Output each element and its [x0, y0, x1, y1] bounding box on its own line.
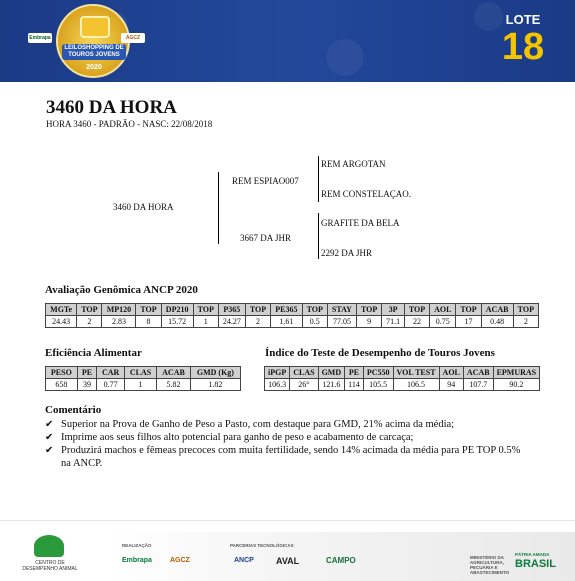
table-header-cell: TOP: [245, 304, 270, 316]
table-header-cell: TOP: [404, 304, 429, 316]
pedigree-dam-dam: 2292 DA JHR: [321, 248, 373, 258]
table-header-cell: TOP: [77, 304, 102, 316]
table-header-cell: 3P: [382, 304, 405, 316]
table-header-row: [265, 367, 540, 379]
table-header-cell: VOL TEST: [393, 367, 439, 379]
parcerias-label: PARCERIAS TECNOLÓGICAS: [230, 543, 294, 548]
ministry-text: MINISTÉRIO DA AGRICULTURA, PECUÁRIA E ABASTECIMENTO: [470, 555, 510, 575]
table-header-cell: PESO: [46, 367, 78, 379]
pedigree-sire: REM ESPIAO007: [232, 176, 299, 186]
pedigree-line: [318, 213, 319, 259]
pedigree-sire-dam: REM CONSTELAÇAO.: [321, 189, 412, 199]
table-cell: 90.2: [493, 379, 540, 391]
table-row: [46, 379, 241, 391]
table-cell: 0.48: [481, 316, 513, 328]
table-cell: 106.3: [265, 379, 290, 391]
performance-title: Índice do Teste de Desempenho de Touros Jovens: [265, 347, 495, 359]
checkmark-icon: ✔: [45, 419, 54, 430]
comment-text: Produzirá machos e fêmeas precoces com muita fertilidade, sendo 14% acimada da média para PE TOP 0.5% na ANCP.: [61, 445, 521, 469]
table-cell: 24.43: [46, 316, 77, 328]
table-cell: 15.72: [161, 316, 193, 328]
table-header-cell: MP120: [102, 304, 136, 316]
table-header-cell: TOP: [302, 304, 327, 316]
table-header-cell: EPMURAS: [493, 367, 540, 379]
table-cell: 114: [345, 379, 364, 391]
efficiency-title: Eficiência Alimentar: [45, 347, 142, 359]
table-header-cell: STAY: [327, 304, 356, 316]
table-cell: 71.1: [382, 316, 405, 328]
crown-icon: [80, 16, 110, 38]
ancp-logo: ANCP: [234, 557, 254, 564]
campo-logo: CAMPO: [326, 556, 356, 565]
table-row: [46, 316, 539, 328]
table-header-cell: AOL: [430, 304, 456, 316]
table-cell: 94: [439, 379, 463, 391]
table-cell: 39: [77, 379, 97, 391]
comment-text: Superior na Prova de Ganho de Peso a Pasto, com destaque para GMD, 21% acima da média;: [61, 419, 455, 430]
table-cell: 121.6: [318, 379, 345, 391]
embrapa-footer-logo: Embrapa: [122, 557, 152, 564]
pedigree-dam-sire: GRAFITE DA BELA: [321, 218, 400, 228]
table-row: [265, 379, 540, 391]
table-cell: 17: [456, 316, 481, 328]
comments-list: [45, 418, 525, 470]
pedigree-dam: 3667 DA JHR: [240, 233, 292, 243]
table-header-cell: MGTe: [46, 304, 77, 316]
embrapa-logo: Embrapa: [29, 35, 51, 41]
efficiency-table: [45, 366, 241, 391]
cda-logo: [34, 535, 64, 557]
agcz-logo: AGCZ: [121, 33, 145, 43]
logo-year: 2020: [86, 64, 102, 71]
table-header-cell: AOL: [439, 367, 463, 379]
table-header-cell: CAR: [97, 367, 125, 379]
table-header-cell: ACAB: [157, 367, 191, 379]
table-cell: 8: [136, 316, 161, 328]
table-cell: 1.82: [190, 379, 240, 391]
table-header-cell: GMD: [318, 367, 345, 379]
table-cell: 2.83: [102, 316, 136, 328]
table-header-cell: DP210: [161, 304, 193, 316]
table-header-cell: PE: [77, 367, 97, 379]
table-header-cell: CLAS: [124, 367, 156, 379]
table-cell: 107.7: [463, 379, 493, 391]
table-cell: 2: [245, 316, 270, 328]
table-cell: 0.77: [97, 379, 125, 391]
table-cell: 2: [77, 316, 102, 328]
cda-text: CENTRO DE DESEMPENHO ANIMAL: [22, 560, 78, 572]
brasil-tag: PÁTRIA AMADA: [515, 552, 550, 557]
table-cell: 106.5: [393, 379, 439, 391]
genomic-table: [45, 303, 539, 328]
table-header-cell: PC550: [363, 367, 393, 379]
animal-details: HORA 3460 - PADRÃO - NASC: 22/08/2018: [46, 119, 213, 129]
pedigree-sire-sire: REM ARGOTAN: [321, 159, 386, 169]
checkmark-icon: ✔: [45, 445, 54, 456]
table-header-cell: TOP: [513, 304, 538, 316]
table-header-cell: GMD (Kg): [190, 367, 240, 379]
table-header-cell: iPGP: [265, 367, 290, 379]
animal-name: 3460 DA HORA: [46, 97, 177, 118]
footer-divider: [0, 520, 575, 521]
table-cell: 77.05: [327, 316, 356, 328]
table-cell: 0.75: [430, 316, 456, 328]
checkmark-icon: ✔: [45, 432, 54, 443]
aval-logo: AVAL: [276, 556, 300, 566]
list-item: [45, 431, 525, 444]
table-header-cell: ACAB: [463, 367, 493, 379]
table-cell: 658: [46, 379, 78, 391]
table-cell: 5.82: [157, 379, 191, 391]
table-cell: 105.5: [363, 379, 393, 391]
list-item: [45, 418, 525, 431]
genomic-title: Avaliação Genômica ANCP 2020: [45, 284, 198, 296]
list-item: [45, 444, 525, 470]
pedigree-line: [318, 156, 319, 202]
pedigree-animal: 3460 DA HORA: [113, 202, 174, 212]
table-cell: 2: [513, 316, 538, 328]
table-cell: 1.61: [271, 316, 303, 328]
table-header-row: [46, 367, 241, 379]
table-header-cell: CLAS: [290, 367, 318, 379]
table-header-cell: PE365: [271, 304, 303, 316]
lote-label: LOTE: [505, 12, 541, 27]
table-header-cell: P365: [218, 304, 245, 316]
lote-number: 18: [501, 26, 545, 68]
brasil-logo: BRASIL: [515, 558, 556, 570]
agcz-footer-logo: AGCZ: [170, 557, 190, 564]
pedigree-line: [218, 172, 219, 244]
logo-text: LEILOSHOPPING DE TOUROS JOVENS: [62, 44, 126, 60]
table-header-cell: TOP: [136, 304, 161, 316]
table-cell: 1: [193, 316, 218, 328]
table-header-cell: TOP: [193, 304, 218, 316]
comment-text: Imprime aos seus filhos alto potencial para ganho de peso e acabamento de carcaça;: [61, 432, 414, 443]
comments-title: Comentário: [45, 404, 102, 416]
table-cell: 22: [404, 316, 429, 328]
table-cell: 24.27: [218, 316, 245, 328]
table-header-cell: ACAB: [481, 304, 513, 316]
header-banner: [0, 0, 575, 82]
table-cell: 9: [357, 316, 382, 328]
table-header-cell: TOP: [357, 304, 382, 316]
table-cell: 26°: [290, 379, 318, 391]
table-cell: 0.5: [302, 316, 327, 328]
table-cell: 1: [124, 379, 156, 391]
performance-table: [264, 366, 540, 391]
table-header-row: [46, 304, 539, 316]
table-header-cell: TOP: [456, 304, 481, 316]
table-header-cell: PE: [345, 367, 364, 379]
realizacao-label: REALIZAÇÃO: [122, 543, 152, 548]
